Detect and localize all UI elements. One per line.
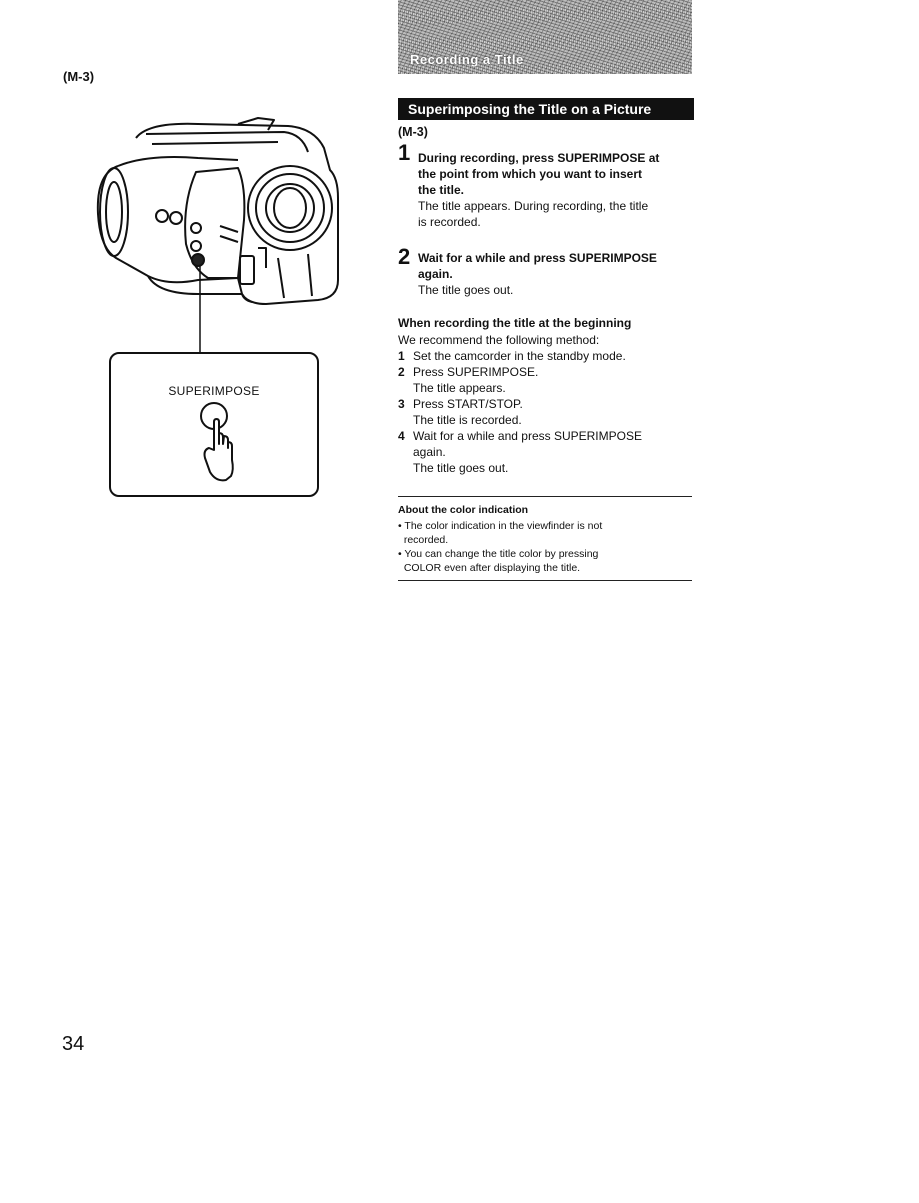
list-item-number: 3: [398, 397, 405, 411]
bullet-line: • You can change the title color by pressing: [398, 548, 599, 560]
step-1: [418, 150, 708, 230]
bullet-line: COLOR even after displaying the title.: [398, 562, 581, 574]
list-item-number: 4: [398, 429, 405, 443]
list-item: [398, 428, 698, 444]
divider: [398, 496, 692, 497]
page-number: 34: [62, 1033, 85, 1055]
step-2-number: 2: [398, 244, 411, 269]
step-1-number: 1: [398, 140, 411, 165]
list-item: [398, 412, 698, 428]
list-item: [398, 380, 698, 396]
section-title: Superimposing the Title on a Picture: [398, 98, 694, 120]
list-item-text: again.: [413, 445, 446, 459]
bullet-line: • The color indication in the viewfinder is not: [398, 520, 603, 532]
list-item-text: The title is recorded.: [413, 413, 522, 427]
step-1-body-line: is recorded.: [418, 215, 481, 229]
beginning-intro: We recommend the following method:: [398, 333, 600, 347]
bullet-line: recorded.: [398, 534, 449, 546]
list-item-text: Set the camcorder in the standby mode.: [413, 349, 626, 363]
step-2: [418, 250, 708, 298]
list-item: [398, 460, 698, 476]
model-label-left: (M-3): [63, 69, 95, 84]
list-item-text: The title appears.: [413, 381, 506, 395]
list-item-text: The title goes out.: [413, 461, 509, 475]
about-heading: About the color indication: [398, 504, 529, 516]
step-1-body-line: The title appears. During recording, the title: [418, 199, 649, 213]
banner-text: Recording a Title: [410, 52, 524, 67]
superimpose-callout-label: SUPERIMPOSE: [168, 384, 260, 398]
step-2-body-line: The title goes out.: [418, 283, 514, 297]
list-item: [398, 444, 698, 460]
bullet-item: [398, 547, 698, 575]
step-1-instruction-line: the title.: [418, 183, 465, 197]
model-label: (M-3): [398, 125, 428, 139]
list-item-number: 1: [398, 349, 405, 363]
beginning-list: [398, 332, 698, 476]
section-banner: [398, 0, 692, 74]
list-item: [398, 396, 698, 412]
step-1-instruction-line: During recording, press SUPERIMPOSE at: [418, 151, 660, 165]
press-button-icon: [194, 400, 238, 488]
list-item: [398, 348, 698, 364]
list-item-text: Press SUPERIMPOSE.: [413, 365, 539, 379]
beginning-heading: When recording the title at the beginning: [398, 316, 632, 330]
step-2-instruction-line: again.: [418, 267, 453, 281]
step-2-instruction-line: Wait for a while and press SUPERIMPOSE: [418, 251, 657, 265]
list-item-text: Wait for a while and press SUPERIMPOSE: [413, 429, 642, 443]
list-item: [398, 364, 698, 380]
camcorder-illustration: [88, 108, 348, 356]
divider: [398, 580, 692, 581]
bullet-item: [398, 519, 698, 547]
list-item-number: 2: [398, 365, 405, 379]
list-item-text: Press START/STOP.: [413, 397, 523, 411]
step-1-instruction-line: the point from which you want to insert: [418, 167, 642, 181]
